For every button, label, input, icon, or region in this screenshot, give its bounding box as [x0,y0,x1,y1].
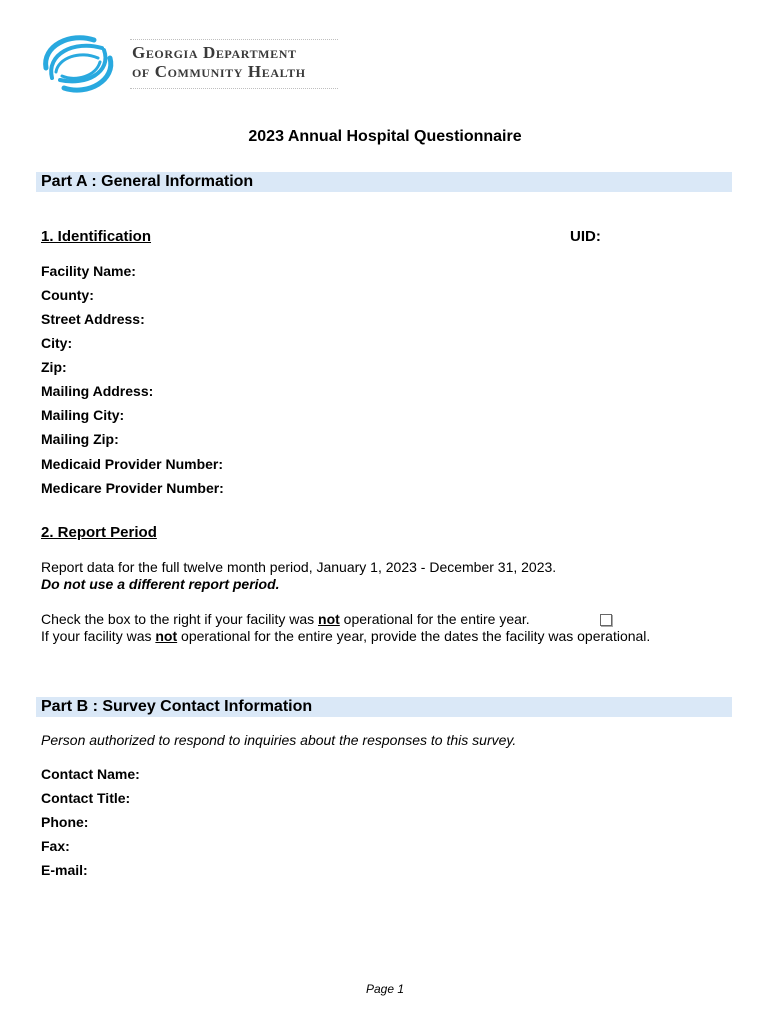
part-b-heading: Part B : Survey Contact Information [36,697,732,717]
field-fax: Fax: [41,838,70,854]
field-street-address: Street Address: [41,311,145,327]
field-city: City: [41,335,73,351]
report-period-warning: Do not use a different report period. [41,576,280,592]
field-zip: Zip: [41,359,67,375]
org-name-line2: of Community Health [132,62,306,81]
check-text-pre: Check the box to the right if your facility was [41,611,319,627]
contact-instructions: Person authorized to respond to inquiries about the responses to this survey. [41,732,517,748]
dates-text-pre: If your facility was [41,628,156,644]
dates-text-post: operational for the entire year, provide the dates the facility was operational. [177,628,651,644]
page-number: Page 1 [365,982,405,996]
field-contact-title: Contact Title: [41,790,131,806]
not-operational-checkbox[interactable] [600,614,612,626]
part-a-heading: Part A : General Information [36,172,732,192]
operational-dates-text [41,628,650,644]
field-medicare-provider-number: Medicare Provider Number: [41,480,224,496]
field-contact-name: Contact Name: [41,766,140,782]
report-period-instruction: Report data for the full twelve month period, January 1, 2023 - December 31, 2023. [41,559,557,575]
field-mailing-city: Mailing City: [41,407,125,423]
field-medicaid-provider-number: Medicaid Provider Number: [41,456,224,472]
org-name [132,43,306,81]
header-rule-top [130,39,338,40]
field-county: County: [41,287,94,303]
org-name-line1: Georgia Department [132,43,297,62]
report-period-heading: 2. Report Period [41,524,157,541]
header-rule-bottom [130,88,338,89]
dates-text-not: not [155,628,178,644]
check-text-post: operational for the entire year. [339,611,530,627]
field-facility-name: Facility Name: [41,263,136,279]
gdch-logo [36,28,120,100]
field-phone: Phone: [41,814,89,830]
not-operational-check-text [41,611,530,627]
check-text-not: not [318,611,340,627]
field-email: E-mail: [41,862,88,878]
gdch-circle-logo-icon [36,28,120,100]
uid-label: UID: [570,228,601,245]
identification-heading: 1. Identification [41,228,152,245]
field-mailing-address: Mailing Address: [41,383,154,399]
document-title: 2023 Annual Hospital Questionnaire [248,128,522,145]
field-mailing-zip: Mailing Zip: [41,431,119,447]
